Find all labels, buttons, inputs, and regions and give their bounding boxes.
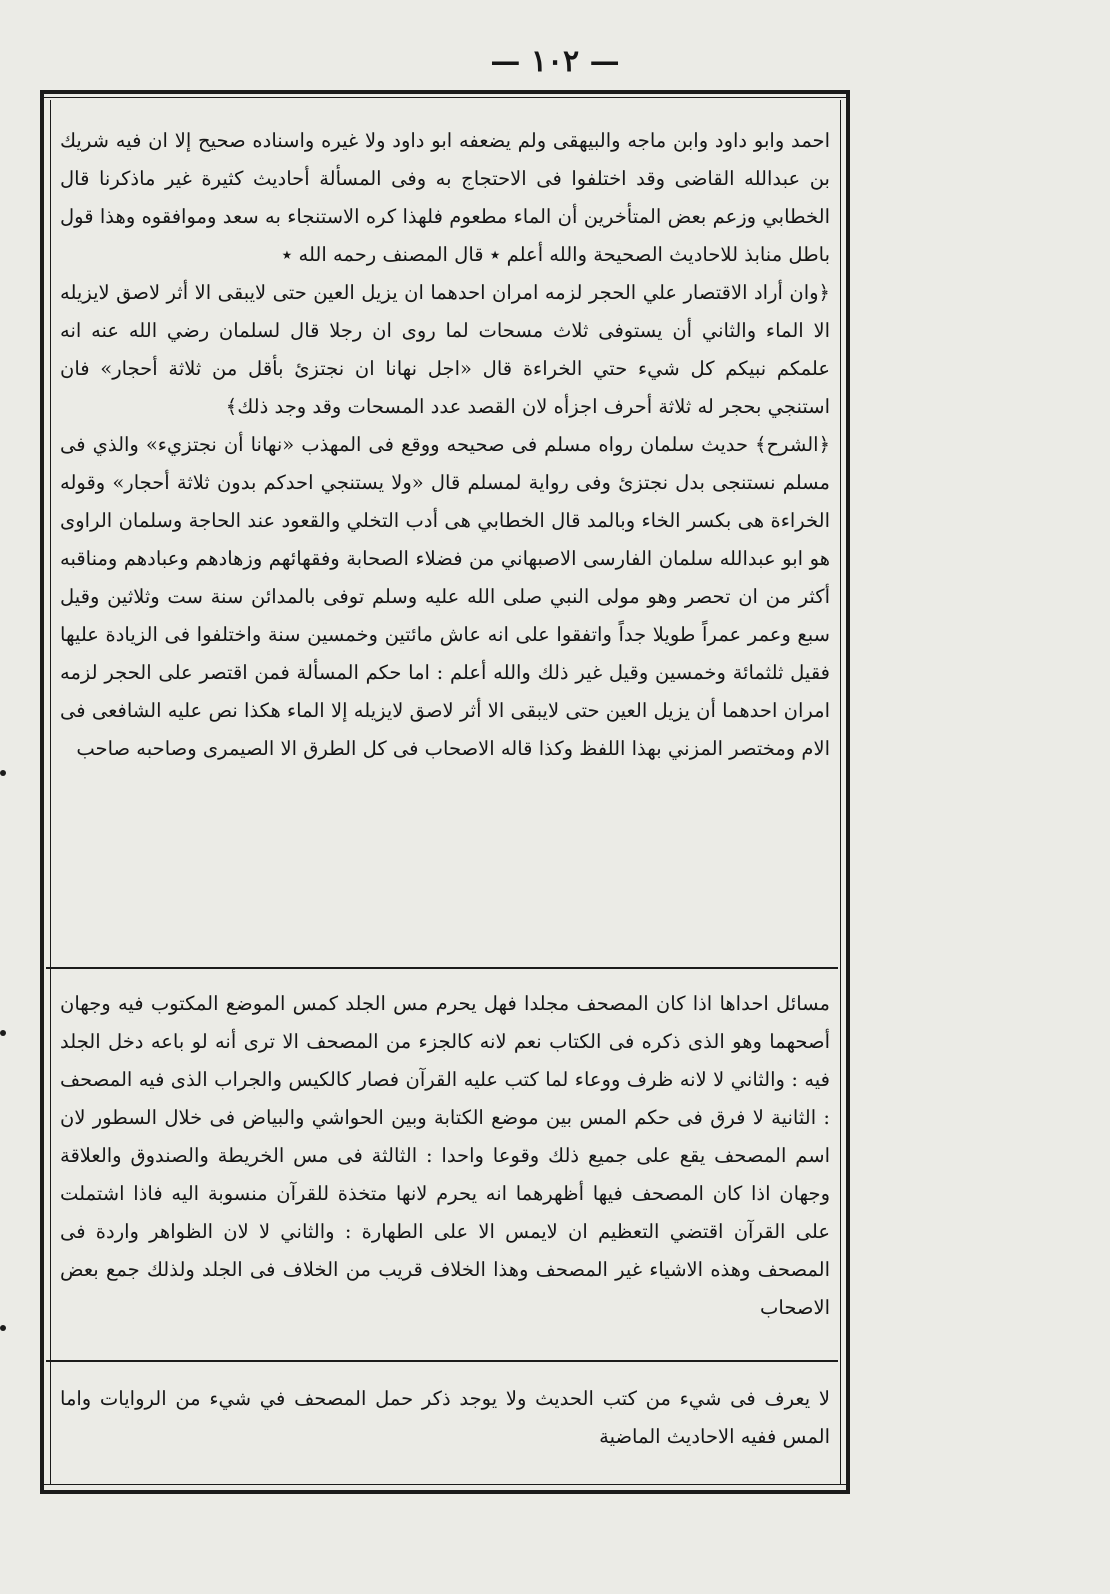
main-text [60, 122, 830, 768]
main-paragraph: ﴿الشرح﴾ حديث سلمان رواه مسلم فى صحيحه ووقع فى المهذب «نهانا أن نجتزيء» والذي فى مسلم نستنجى بدل نجتزئ وفى رواية لمسلم قال «ولا يستنجي احدكم بدون ثلاثة أحجار» وقوله الخراءة هى بكسر الخاء وبالمد قال الخطابي هى أدب التخلي والقعود عند الحاجة وسلمان الراوى هو ابو عبدالله سلمان الفارسى الاصبهاني من فضلاء الصحابة وفقهائهم وزهادهم وعبادهم ومناقبه أكثر من ان تحصر وهو مولى النبي صلى الله عليه وسلم توفى بالمدائن سنة ست وثلاثين وقيل سبع وعمر عمراً طويلا جداً واتفقوا على انه عاش مائتين وخمسين سنة واختلفوا فى الزيادة عليها فقيل ثلثمائة وخمسين وقيل غير ذلك والله أعلم : اما حكم المسألة فمن اقتصر على الحجر لزمه امران احدهما أن يزيل العين حتى لايبقى الا أثر لاصق لايزيله إلا الماء هكذا نص عليه الشافعى فى الام ومختصر المزني بهذا اللفظ وكذا قاله الاصحاب فى كل الطرق الا الصيمرى وصاحبه صاحب [60, 433, 830, 760]
footnote-paragraph: لا يعرف فى شيء من كتب الحديث ولا يوجد ذكر حمل المصحف في شيء من الروايات واما المس ففيه الاحاديث الماضية [60, 1387, 830, 1448]
frame-top-thin-rule [40, 97, 850, 98]
main-paragraph: ﴿وان أراد الاقتصار علي الحجر لزمه امران احدهما ان يزيل العين حتى لايبقى الا أثر لاصق لايزيله الا الماء والثاني أن يستوفى ثلاث مسحات لما روى ان رجلا قال لسلمان رضي الله عنه انه علمكم نبيكم كل شيء حتي الخراءة قال «اجل نهانا ان نجتزئ بأقل من ثلاثة أحجار» فان استنجي بحجر له ثلاثة أحرف اجزأه لان القصد عدد المسحات وقد وجد ذلك﴾ [60, 281, 830, 418]
page-number: — ١٠٢ — [490, 44, 620, 79]
frame-bottom-thin-rule [40, 1484, 850, 1485]
footnote-text [60, 1380, 830, 1456]
frame-inner-left-rule [50, 100, 51, 1484]
margin-mark [0, 770, 6, 776]
main-paragraph: احمد وابو داود وابن ماجه والبيهقى ولم يضعفه ابو داود ولا غيره واسناده صحيح إلا ان فيه شريك بن عبدالله القاضى وقد اختلفوا فى الاحتجاج به وفى المسألة أحاديث كثيرة غير ماذكرنا قال الخطابي وزعم بعض المتأخرين أن الماء مطعوم فلهذا كره الاستنجاء به سعد وموافقوه وهذا قول باطل منابذ للاحاديث الصحيحة والله أعلم ٭ قال المصنف رحمه الله ٭ [60, 129, 830, 266]
margin-mark [0, 1325, 6, 1331]
commentary-text [60, 985, 830, 1327]
section-divider [46, 1360, 838, 1362]
frame-top-rule [40, 90, 850, 94]
section-divider [46, 967, 838, 969]
frame-inner-right-rule [840, 100, 841, 1484]
commentary-paragraph: مسائل احداها اذا كان المصحف مجلدا فهل يحرم مس الجلد كمس الموضع المكتوب فيه وجهان أصحهما وهو الذى ذكره فى الكتاب نعم لانه كالجزء من المصحف الا ترى أنه لو باعه دخل الجلد فيه : والثاني لا لانه ظرف ووعاء لما كتب عليه القرآن فصار كالكيس والجراب الذى فيه المصحف : الثانية لا فرق فى حكم المس بين موضع الكتابة وبين الحواشي والبياض فى خلال السطور لان اسم المصحف يقع على جميع ذلك وقوعا واحدا : الثالثة فى مس الخريطة والصندوق والعلاقة وجهان اذا كان المصحف فيها أظهرهما انه يحرم لانها متخذة للقرآن منسوبة اليه فاذا اشتملت على القرآن اقتضي التعظيم ان لايمس الا على الطهارة : والثاني لا لان الظواهر واردة فى المصحف وهذه الاشياء غير المصحف وهذا الخلاف قريب من الخلاف فى الجلد ولذلك جمع بعض الاصحاب [60, 992, 830, 1319]
margin-mark [0, 1030, 6, 1036]
frame-bottom-rule [40, 1490, 850, 1494]
